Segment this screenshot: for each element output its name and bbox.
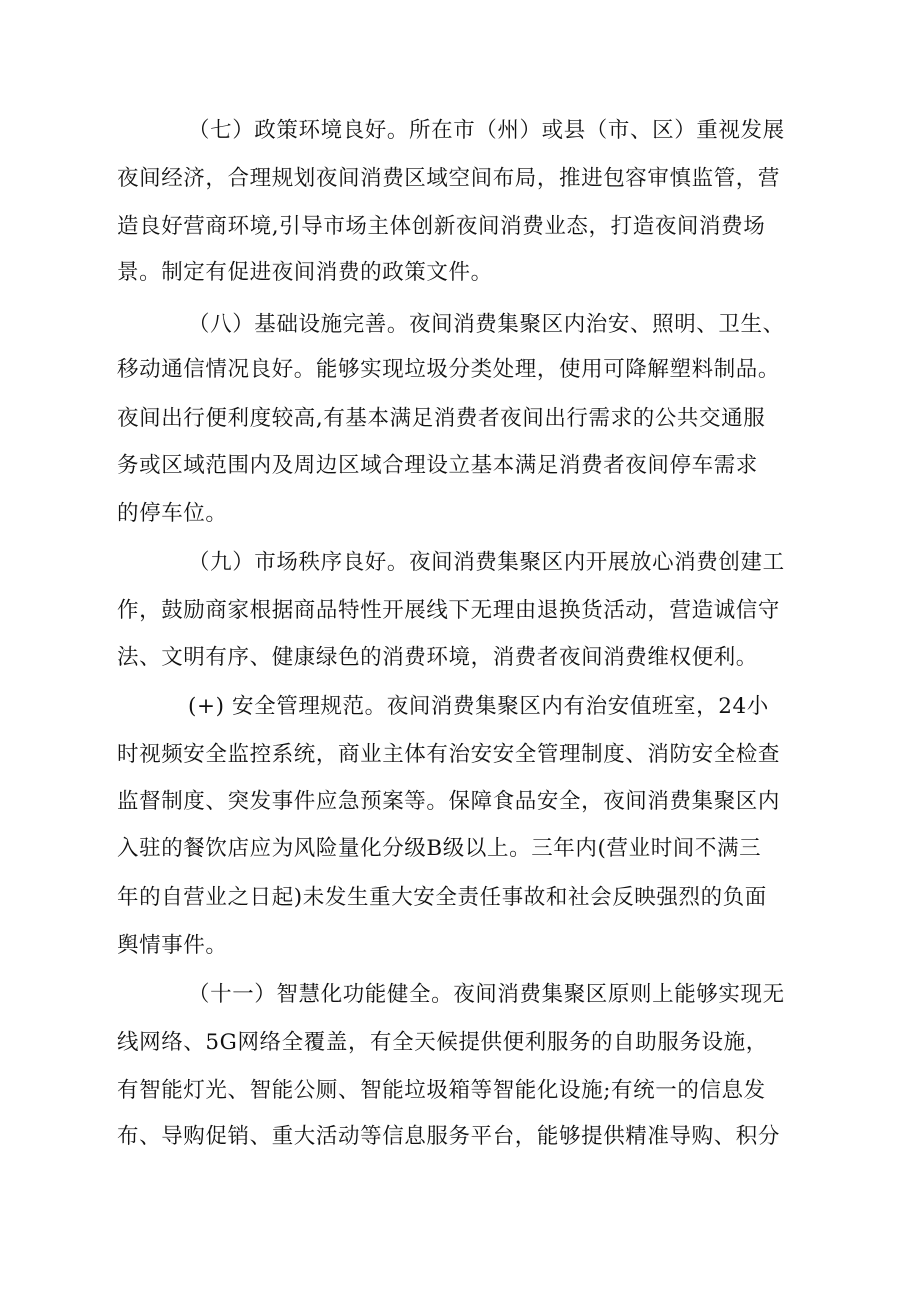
- paragraph-7-line-1: （七）政策环境良好。所在市（州）或县（市、区）重视发展: [188, 118, 785, 143]
- paragraph-8-line-5: 的停车位。: [117, 501, 228, 526]
- paragraph-9-line-3: 法、文明有序、健康绿色的消费环境，消费者夜间消费维权便利。: [117, 645, 758, 670]
- paragraph-10-line-3: 监督制度、突发事件应急预案等。保障食品安全，夜间消费集聚区内: [117, 789, 781, 814]
- paragraph-7-line-4: 景。制定有促进夜间消费的政策文件。: [117, 260, 493, 285]
- paragraph-11-line-2: 线网络、5G网络全覆盖，有全天候提供便利服务的自助服务设施，: [117, 1030, 768, 1055]
- paragraph-10-line-4: 入驻的餐饮店应为风险量化分级B级以上。三年内(营业时间不满三: [117, 836, 762, 861]
- paragraph-8-line-3: 夜间出行便利度较高,有基本满足消费者夜间出行需求的公共交通服: [117, 406, 766, 431]
- paragraph-10-line-2: 时视频安全监控系统，商业主体有治安安全管理制度、消防安全检查: [117, 742, 781, 767]
- paragraph-7-line-3: 造良好营商环境,引导市场主体创新夜间消费业态，打造夜间消费场: [117, 214, 766, 239]
- paragraph-9-line-1: （九）市场秩序良好。夜间消费集聚区内开展放心消费创建工: [188, 550, 785, 575]
- paragraph-7-line-2: 夜间经济，合理规划夜间消费区域空间布局，推进包容审慎监管，营: [117, 166, 781, 191]
- paragraph-9-line-2: 作，鼓励商家根据商品特性开展线下无理由退换货活动，营造诚信守: [117, 598, 781, 623]
- paragraph-10-line-1: (+) 安全管理规范。夜间消费集聚区内有治安值班室，24小: [188, 694, 769, 719]
- paragraph-11-line-1: （十一）智慧化功能健全。夜间消费集聚区原则上能够实现无: [188, 982, 785, 1007]
- paragraph-8-line-1: （八）基础设施完善。夜间消费集聚区内治安、照明、卫生、: [188, 312, 785, 337]
- paragraph-11-line-4: 布、导购促销、重大活动等信息服务平台，能够提供精准导购、积分: [117, 1124, 781, 1149]
- paragraph-8-line-2: 移动通信情况良好。能够实现垃圾分类处理，使用可降解塑料制品。: [117, 357, 781, 382]
- paragraph-11-line-3: 有智能灯光、智能公厕、智能垃圾箱等智能化设施;有统一的信息发: [117, 1078, 766, 1103]
- paragraph-10-line-6: 舆情事件。: [117, 933, 228, 958]
- paragraph-8-line-4: 务或区域范围内及周边区域合理设立基本满足消费者夜间停车需求: [117, 453, 758, 478]
- paragraph-10-line-5: 年的自营业之日起)未发生重大安全责任事故和社会反映强烈的负面: [117, 885, 767, 910]
